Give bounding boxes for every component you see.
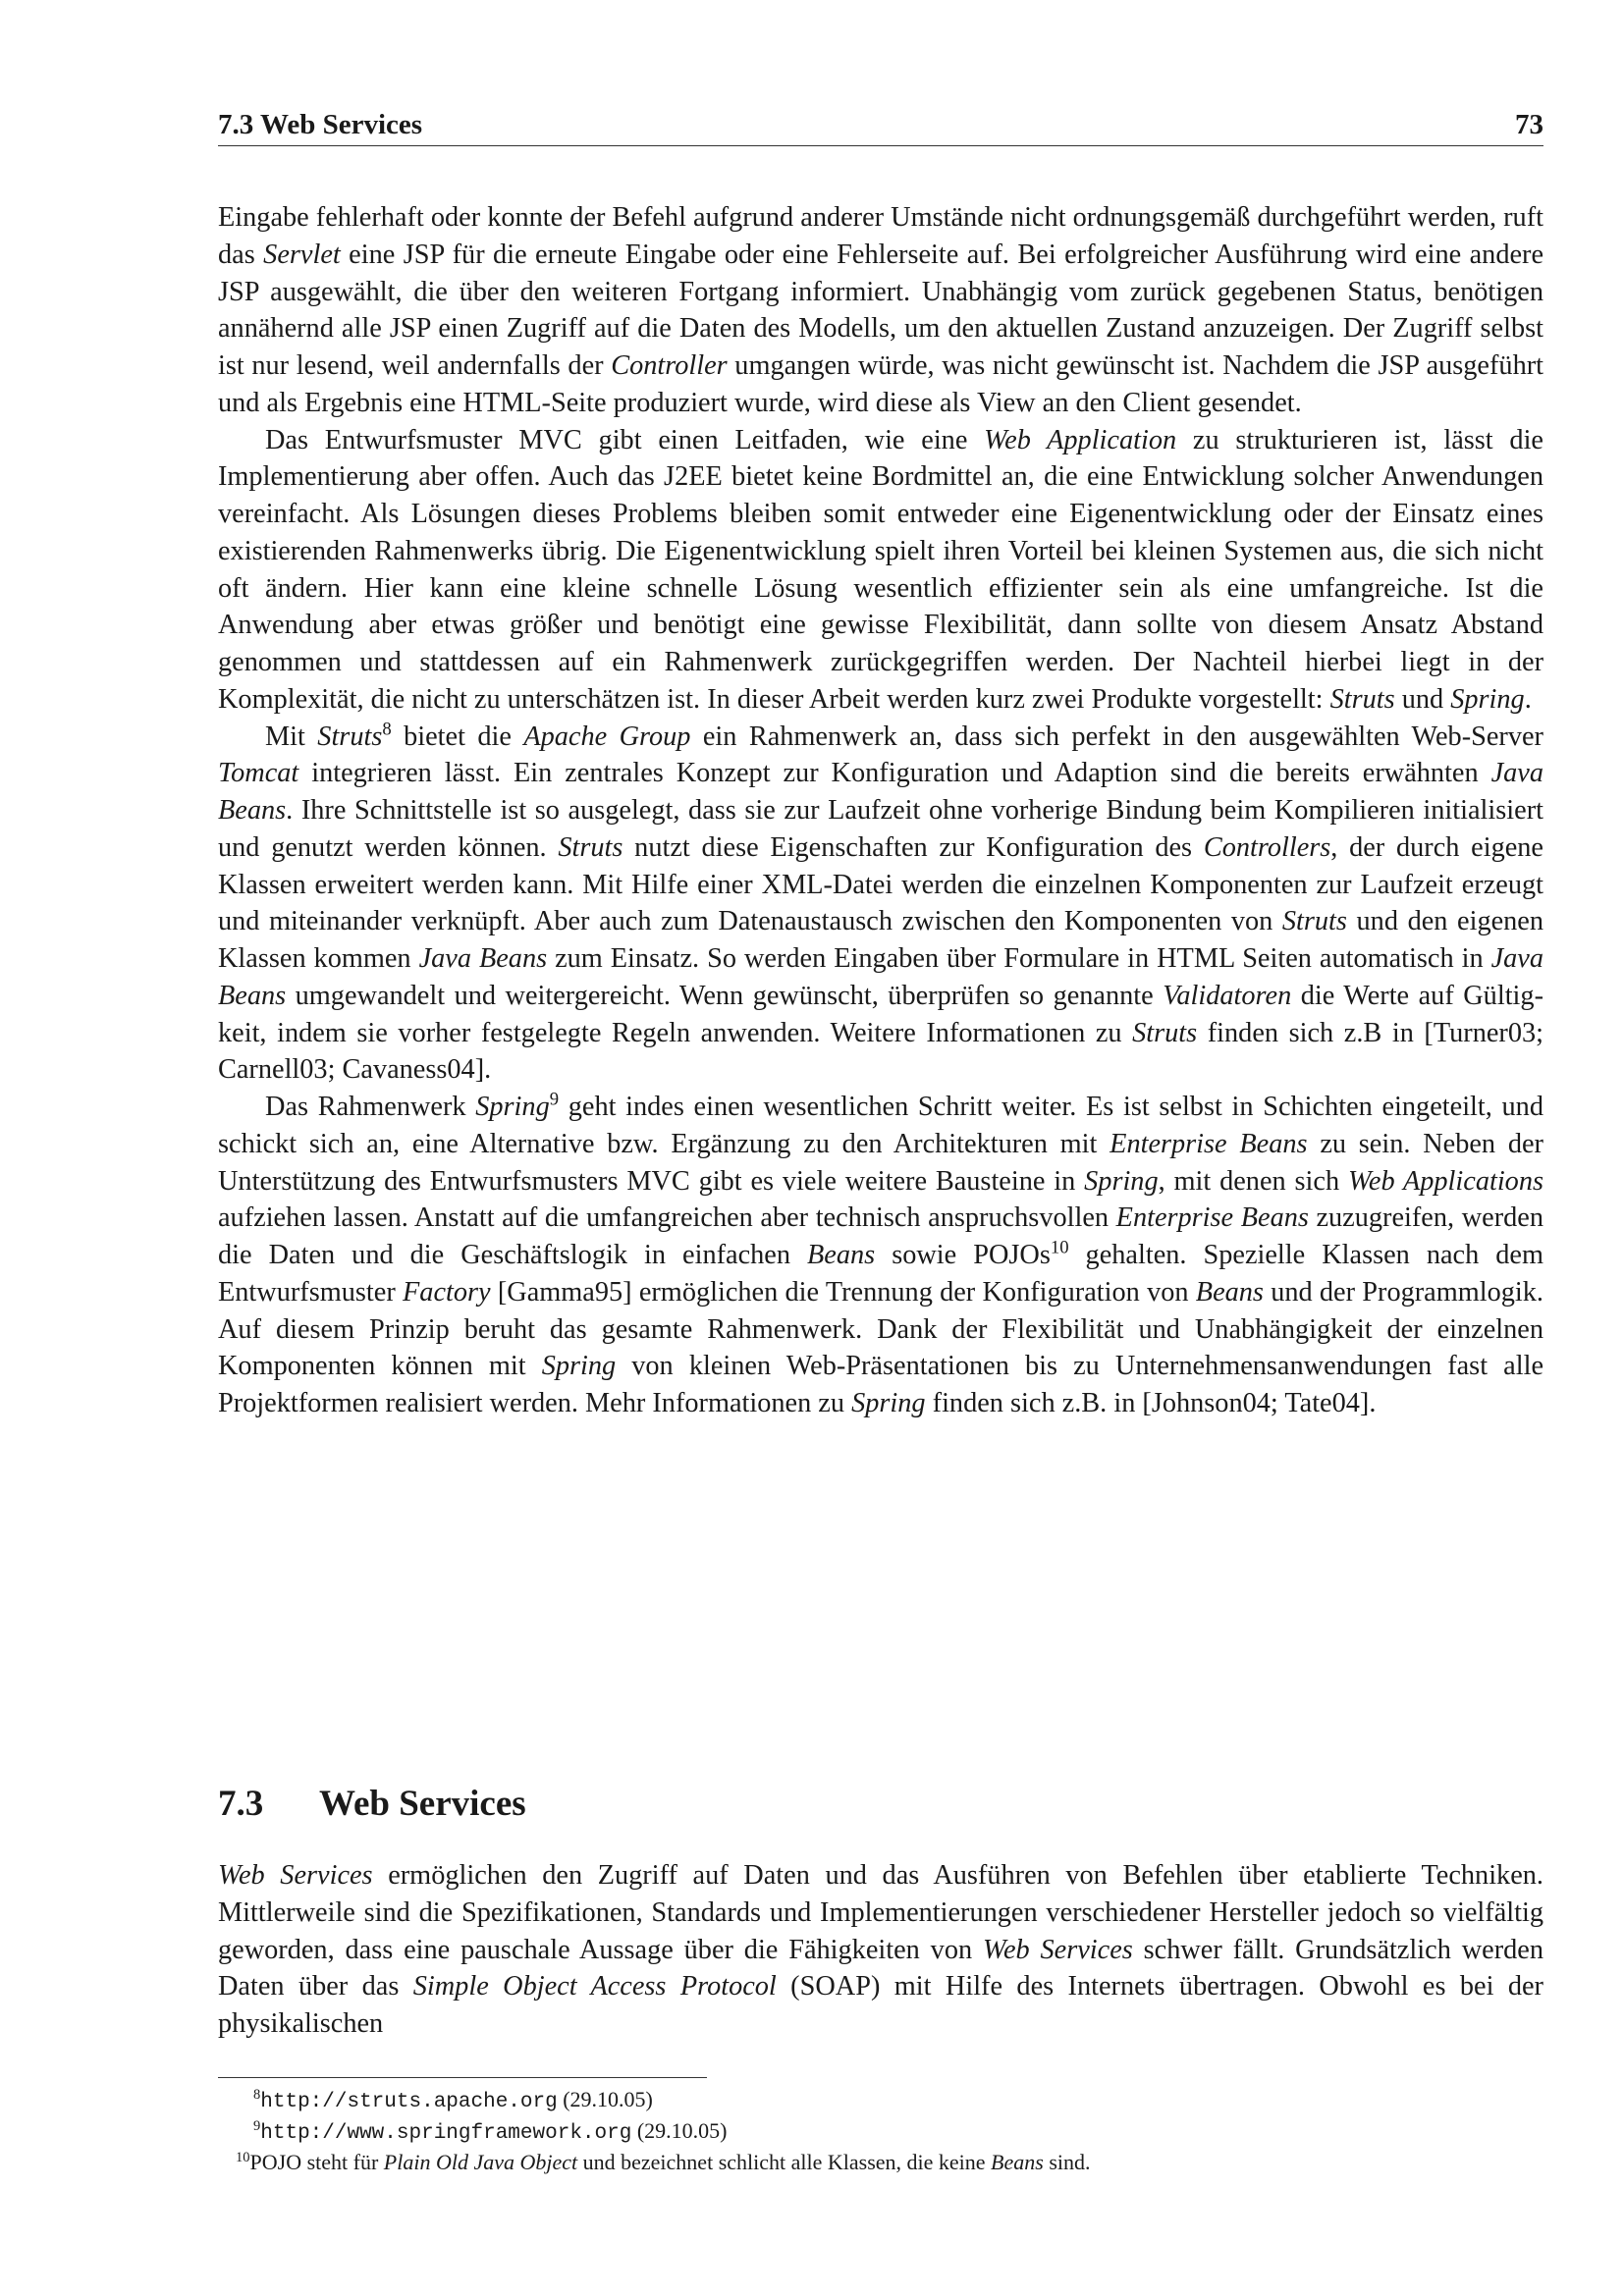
emphasis-term: Tomcat [218,758,299,789]
footnote-divider [218,2077,707,2078]
text-run: bietet die [391,721,524,752]
text-run: aufziehen lassen. Anstatt auf die umfangreichen aber technisch anspruchsvollen [218,1202,1116,1234]
text-run: Das Rahmenwerk [265,1092,476,1122]
main-body-text [218,199,1543,1422]
text-run: gehalten. Spezielle Klassen nach dem Entwurfsmuster [218,1240,1543,1308]
text-run: finden sich z.B. in [Johnson04; Tate04]. [925,1388,1377,1418]
text-run: umgewandelt und weitergereicht. Wenn gewünscht, überprüfen so genannte [286,980,1164,1011]
emphasis-term: Struts [1132,1017,1198,1048]
emphasis-term: Spring [851,1388,926,1418]
text-run: zu strukturieren ist, lässt die Implementierung aber offen. Auch das J2EE bietet keine Bordmittel an, die eine Entwicklung solcher Anwendungen vereinfacht. Als Lösungen dieses Problems bleiben somit entweder eine Eigenentwicklung oder der Einsatz eines existierenden Rahmenwerks übrig. Die Eigenentwicklung spielt ihren Vorteil bei kleinen Systemen aus, die sich nicht oft ändern. Hier kann eine kleine schnelle Lösung wesentlich effizienter sein als eine umfangreiche. Ist die Anwendung aber etwas größer und benötigt eine gewisse Flexibilität, dann sollte von diesem Ansatz Abstand genommen und stattdessen auf ein Rahmenwerk zurückgegriffen werden. Der Nachteil hierbei liegt in der Komplexität, die nicht zu unterschätzen ist. In dieser Arbeit werden kurz zwei Produkte vorgestellt: [218,424,1543,715]
emphasis-term: Validatoren [1163,980,1292,1011]
paragraph-spring [218,1089,1543,1422]
emphasis-term: Struts [558,831,623,863]
text-run: , der durch eigene Klassen erweitert werden kann. Mit Hilfe einer XML-Datei werden die einzelnen Komponenten zur Laufzeit erzeugt und miteinander verknüpft. Aber auch zum Datenaustausch zwischen den Komponenten von [218,831,1543,937]
text-run: eine JSP für die erneute Eingabe oder eine Fehlerseite auf. Bei erfolgreicher Ausführung wird eine andere JSP ausgewählt, die über den weiteren Fortgang informiert. Unabhängig vom zurück gegebenen Status, benötigen annähernd alle JSP einen Zugriff auf die Daten des Modells, um den aktuellen Zustand anzuzeigen. Der Zugriff selbst ist nur lesend, weil andernfalls der [218,239,1544,381]
footnote-10 [236,2148,1542,2176]
text-run: , mit denen sich [1158,1165,1348,1197]
emphasis-term: Struts [1329,683,1395,715]
footnote-number: 8 [253,2087,261,2104]
emphasis-term: Enterprise Beans [1110,1128,1308,1159]
emphasis-term: Web Services [218,1860,373,1891]
emphasis-term: Beans [1195,1276,1264,1308]
footnote-number: 10 [236,2150,250,2166]
text-run: sowie POJOs [875,1240,1051,1270]
emphasis-term: Struts [317,721,383,752]
text-run: schwer fällt. Grundsätzlich werden Daten über das [218,1934,1543,2002]
text-run: POJO steht für [249,2150,384,2174]
footnote-url-link[interactable]: http://struts.apache.org [260,2091,558,2113]
text-run: Das Entwurfsmuster MVC gibt einen Leitfaden, wie eine [265,424,985,455]
section-heading [218,1783,526,1825]
section-body-text [218,1857,1543,2043]
text-run: . Ihre Schnittstelle ist so ausgelegt, dass sie zur Laufzeit ohne vorherige Bindung beim Kompilieren initialisiert und genutzt werden können. [218,795,1543,863]
running-header [218,106,1543,146]
section-title: Web Services [319,1784,526,1824]
emphasis-term: Controllers [1203,831,1331,863]
header-section-title: 7.3 Web Services [218,109,423,140]
emphasis-term: Web Applications [1347,1165,1543,1197]
footnote-marker[interactable]: 9 [549,1089,560,1110]
emphasis-term: Web Services [982,1934,1133,1965]
text-run: und [1394,683,1451,715]
emphasis-term: Java Beans [218,758,1543,826]
paragraph-mvc-frameworks [218,422,1543,719]
emphasis-term: Java Beans [218,943,1543,1011]
footnote-8 [236,2085,1542,2116]
text-run: umgangen würde, was nicht gewünscht ist. Nachdem die JSP ausgeführt und als Ergebnis eine HTML-Seite produziert wurde, wird diese als View an den Client gesendet. [218,350,1543,418]
text-run: . [1524,683,1532,715]
footnote-url-link[interactable]: http://www.springframework.org [260,2122,632,2145]
paragraph-struts [218,719,1543,1090]
text-run: zuzugreifen, werden die Daten und die Geschäftslogik in einfachen [218,1202,1543,1270]
text-run: und bezeichnet schlicht alle Klassen, die keine [577,2150,992,2174]
emphasis-term: Spring [1084,1165,1159,1197]
paragraph-web-services [218,1857,1543,2043]
text-run: (SOAP) mit Hilfe des Internets übertragen. Obwohl es bei der physikalischen [218,1971,1543,2039]
emphasis-term: Spring [475,1092,550,1122]
text-run: ermöglichen den Zugriff auf Daten und das Ausführen von Befehlen über etablierte Techniken. Mittlerweile sind die Spezifikationen, Standards und Implementierungen verschiedener Hersteller jedoch so vielfältig geworden, dass eine pauschale Aussage über die Fähigkeiten von [218,1860,1543,1965]
footnote-date: (29.10.05) [631,2118,728,2143]
text-run: sind. [1043,2150,1091,2174]
emphasis-term: Spring [541,1351,617,1382]
footnote-date: (29.10.05) [557,2087,653,2111]
text-run: zu sein. Neben der Unterstützung des Entwurfsmusters MVC gibt es viele weitere Bausteine in [218,1128,1543,1197]
text-run: [Gamma95] ermöglichen die Trennung der Konfiguration von [490,1276,1196,1308]
text-run: geht indes einen wesentlichen Schritt weiter. Es ist selbst in Schichten eingeteilt, und schickt sich an, eine Alternative bzw. Ergänzung zu den Architekturen mit [218,1092,1543,1159]
emphasis-term: Apache Group [523,721,691,752]
footnote-number: 9 [253,2118,261,2135]
emphasis-term: Simple Object Access Protocol [412,1971,777,2002]
paragraph-servlet-flow [218,199,1543,422]
text-run: von kleinen Web-Präsentationen bis zu Unternehmensanwendungen fast alle Projektformen realisiert werden. Mehr Informationen zu [218,1351,1544,1418]
footnotes [236,2085,1542,2176]
page-number: 73 [1515,109,1543,140]
emphasis-term: Beans [991,2150,1044,2174]
emphasis-term: Servlet [263,239,341,270]
emphasis-term: Controller [611,350,728,381]
text-run: integrieren lässt. Ein zentrales Konzept zur Konfiguration und Adaption sind die bereits erwähnten [298,758,1491,789]
text-run: ein Rahmenwerk an, dass sich perfekt in den ausgewählten Web-Server [690,721,1543,752]
text-run: und den eigenen Klassen kommen [218,906,1544,974]
emphasis-term: Web Application [984,424,1177,455]
footnote-marker[interactable]: 8 [382,719,392,740]
emphasis-term: Spring [1450,683,1525,715]
emphasis-term: Enterprise Beans [1115,1202,1309,1234]
text-run: Mit [265,721,318,752]
footnote-marker[interactable]: 10 [1050,1237,1069,1258]
text-run: Eingabe fehlerhaft oder konnte der Befehl aufgrund anderer Umstände nicht ordnungsgemäß durchgeführt werden, ruft das [218,202,1543,270]
text-run: finden sich z.B in [Turner03; Carnell03; Cavaness04]. [218,1017,1544,1086]
emphasis-term: Beans [807,1240,876,1270]
emphasis-term: Factory [403,1276,491,1308]
emphasis-term: Java Beans [418,943,548,974]
text-run: zum Einsatz. So werden Eingaben über Formulare in HTML Seiten automatisch in [547,943,1491,974]
text-run: und der Programmlogik. Auf diesem Prinzip beruht das gesamte Rahmenwerk. Dank der Flexibilität und Unabhängigkeit der einzelnen Komponenten können mit [218,1276,1543,1382]
emphasis-term: Struts [1281,906,1347,937]
section-number: 7.3 [218,1784,264,1824]
emphasis-term: Plain Old Java Object [383,2150,578,2174]
text-run: die Werte auf Gültigkeit, indem sie vorher festgelegte Regeln anwenden. Weitere Informationen zu [218,980,1543,1048]
footnote-9 [236,2116,1542,2148]
text-run: nutzt diese Eigenschaften zur Konfiguration des [623,831,1204,863]
